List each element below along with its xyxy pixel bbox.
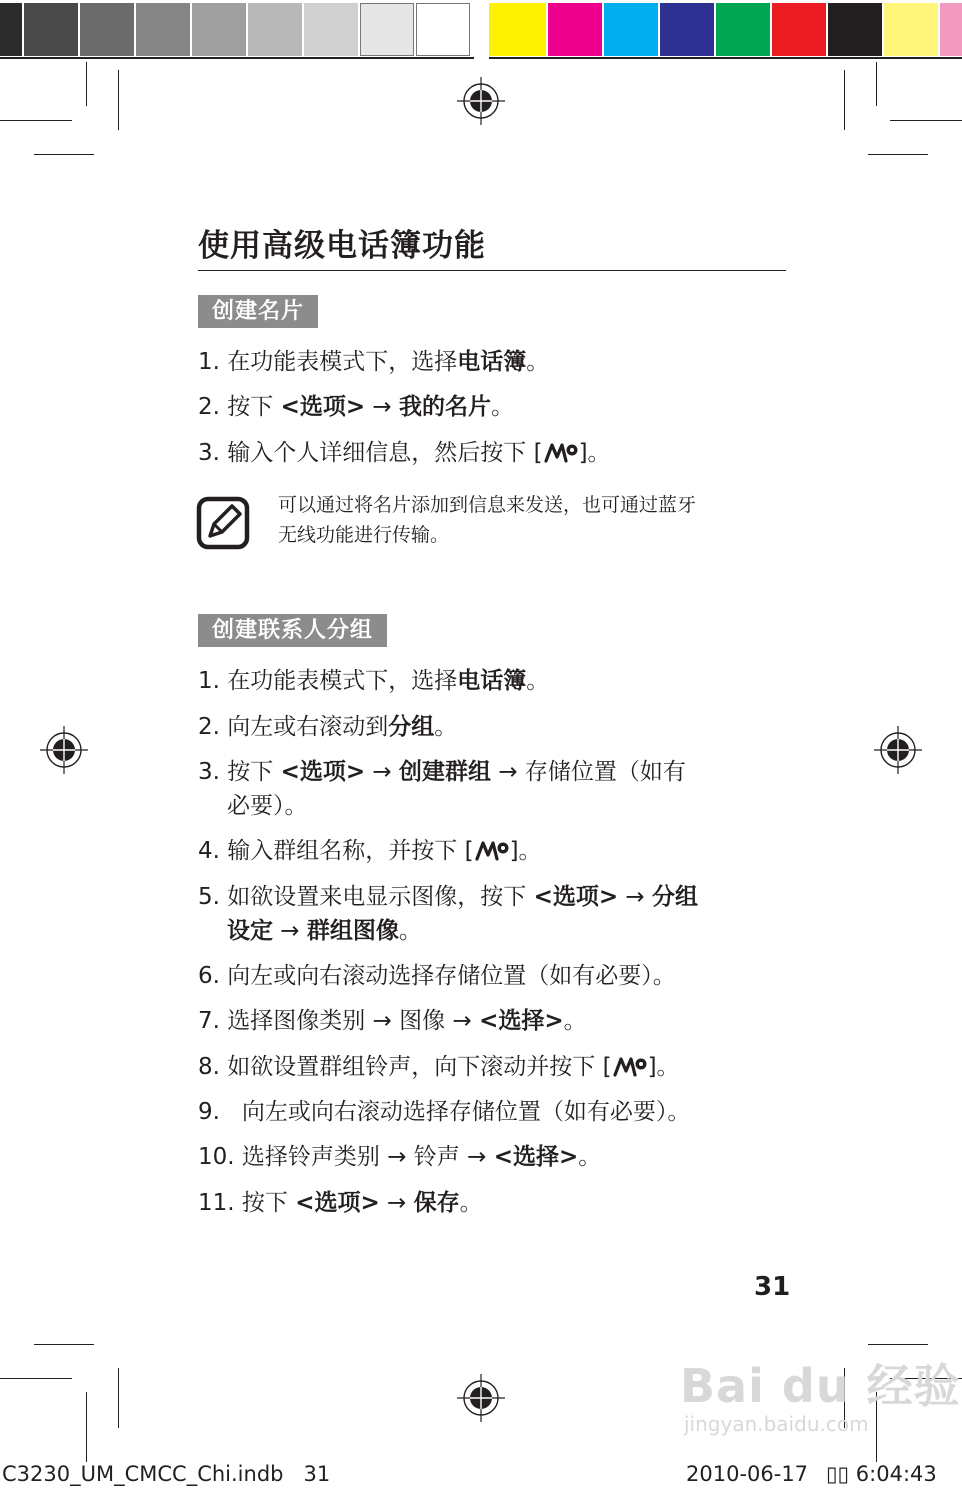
step-text: 向左或向右滚动选择存储位置（如有必要）。 [227,1099,691,1125]
step-text: 。 [459,1190,483,1216]
color-swatch [660,3,714,56]
step-text: 向左或右滚动到 [227,714,389,740]
registration-mark-icon [457,1374,505,1422]
list-item [198,710,457,744]
step-bold-term: <选项> [533,884,619,910]
step-arrow: → [618,884,653,910]
list-item [198,436,611,470]
swatch-divider [0,57,474,59]
step-number: 11. [198,1190,235,1216]
page-title: 使用高级电话簿功能 [198,224,786,271]
step-bold-term: 分组 [388,714,435,740]
step-number: 5. [198,884,220,910]
step-text: 。 [526,668,550,694]
step-number: 10. [198,1144,235,1170]
step-bold-term: <选项> [280,394,366,420]
step-bold-term: 分组 [652,884,699,910]
gray-swatch [248,3,302,56]
step-bold-term: 保存 [413,1190,460,1216]
color-swatch [940,3,962,56]
gray-swatch [360,3,414,56]
step-bold-term: <选项> [295,1190,380,1216]
step-text: 按下 [227,394,281,420]
registration-mark-icon [40,726,88,774]
step-number: 1. [198,349,220,375]
color-swatch [772,3,826,56]
crop-mark [890,120,962,121]
step-number: 1. [198,668,220,694]
color-swatch [548,3,602,56]
step-text: 。 [563,1008,587,1034]
footer-time: ▯▯ 6:04:43 [826,1462,937,1486]
crop-mark [118,1368,119,1428]
list-item [198,834,542,868]
step-text: 如欲设置群组铃声，向下滚动并按下 [ [227,1054,612,1080]
list-item [198,345,549,379]
step-number: 9. [198,1099,220,1125]
color-swatch [489,3,546,56]
step-bold-term: <选择> [479,1008,564,1034]
step-number: 6. [198,963,220,989]
gray-swatch [304,3,358,56]
step-bold-term: 设定 [227,918,273,944]
step-text: 按下 [241,1190,296,1216]
step-continuation [198,914,698,948]
list-item [198,1050,680,1084]
color-calibration-bar [0,0,962,58]
color-swatch [716,3,770,56]
note-line: 无线功能进行传输。 [278,524,450,546]
step-text: ]。 [578,440,611,466]
step-number: 2. [198,714,220,740]
crop-mark [34,154,94,155]
step-text: 必要）。 [227,793,308,819]
step-text: 。 [398,918,422,944]
footer-date: 2010-06-17 [686,1462,809,1486]
step-bold-term: 电话簿 [457,668,527,694]
step-text: 在功能表模式下，选择 [227,349,458,375]
gray-swatch [192,3,246,56]
step-bold-term: 创建群组 [399,759,492,785]
step-arrow: → [365,759,400,785]
crop-mark [0,1378,72,1379]
ok-key-icon [543,439,579,465]
crop-mark [86,62,87,106]
step-text: 在功能表模式下，选择 [227,668,458,694]
section-label-create-group: 创建联系人分组 [198,614,387,647]
registration-mark-icon [457,77,505,125]
step-text: ]。 [509,838,542,864]
step-arrow: → [379,1190,414,1216]
step-text: 向左或向右滚动选择存储位置（如有必要）。 [227,963,676,989]
step-bold-term: <选择> [493,1144,579,1170]
step-text: 。 [578,1144,602,1170]
note-text [278,490,778,550]
baidu-watermark [680,1350,961,1436]
step-bold-term: 群组图像 [306,918,399,944]
color-swatch [884,3,938,56]
list-item [198,880,698,948]
step-bold-term: 电话簿 [457,349,527,375]
step-text: 。 [491,394,515,420]
step-text: 选择图像类别 → 图像 → [227,1008,480,1034]
list-item [198,755,686,823]
gray-swatch [136,3,190,56]
crop-mark [868,1344,928,1345]
step-text: ]。 [647,1054,680,1080]
step-bold-term: 我的名片 [399,394,492,420]
step-text: 。 [526,349,550,375]
swatch-divider [489,57,962,59]
section-label-create-namecard: 创建名片 [198,295,318,328]
crop-mark [868,154,928,155]
list-item [198,390,514,424]
crop-mark [86,1392,87,1462]
gray-swatch [0,3,22,56]
gray-swatch [80,3,134,56]
list-item [198,1140,601,1174]
gray-swatch [24,3,78,56]
step-number: 4. [198,838,220,864]
step-number: 3. [198,440,220,466]
step-number: 2. [198,394,220,420]
list-item [198,1095,690,1129]
step-arrow: → [365,394,400,420]
page-number: 31 [754,1272,791,1302]
gray-swatch [416,3,470,56]
crop-mark [876,62,877,106]
note-pen-icon [196,496,250,550]
crop-mark [34,1344,94,1345]
step-text: → 存储位置（如有 [491,759,686,785]
note-line: 可以通过将名片添加到信息来发送，也可通过蓝牙 [278,494,697,516]
watermark-url: jingyan.baidu.com [684,1412,869,1436]
crop-mark [118,70,119,130]
step-text: 如欲设置来电显示图像，按下 [227,884,534,910]
step-text: 。 [434,714,458,740]
step-text: 输入个人详细信息，然后按下 [ [227,440,543,466]
list-item [198,1186,483,1220]
crop-mark [844,70,845,130]
step-text: 按下 [227,759,281,785]
step-arrow: → [273,918,307,944]
list-item [198,959,676,993]
step-bold-term: <选项> [280,759,366,785]
color-swatch [604,3,658,56]
footer-filename: C3230_UM_CMCC_Chi.indb 31 [2,1462,331,1486]
list-item [198,664,549,698]
list-item [198,1004,587,1038]
step-number: 7. [198,1008,220,1034]
registration-mark-icon [874,726,922,774]
color-swatch [828,3,882,56]
ok-key-icon [612,1053,648,1079]
watermark-logo-text: Bai du 经验 [680,1359,961,1413]
step-text: 输入群组名称，并按下 [ [227,838,474,864]
ok-key-icon [474,837,510,863]
step-number: 8. [198,1054,220,1080]
step-number: 3. [198,759,220,785]
crop-mark [0,120,72,121]
step-text: 选择铃声类别 → 铃声 → [241,1144,494,1170]
